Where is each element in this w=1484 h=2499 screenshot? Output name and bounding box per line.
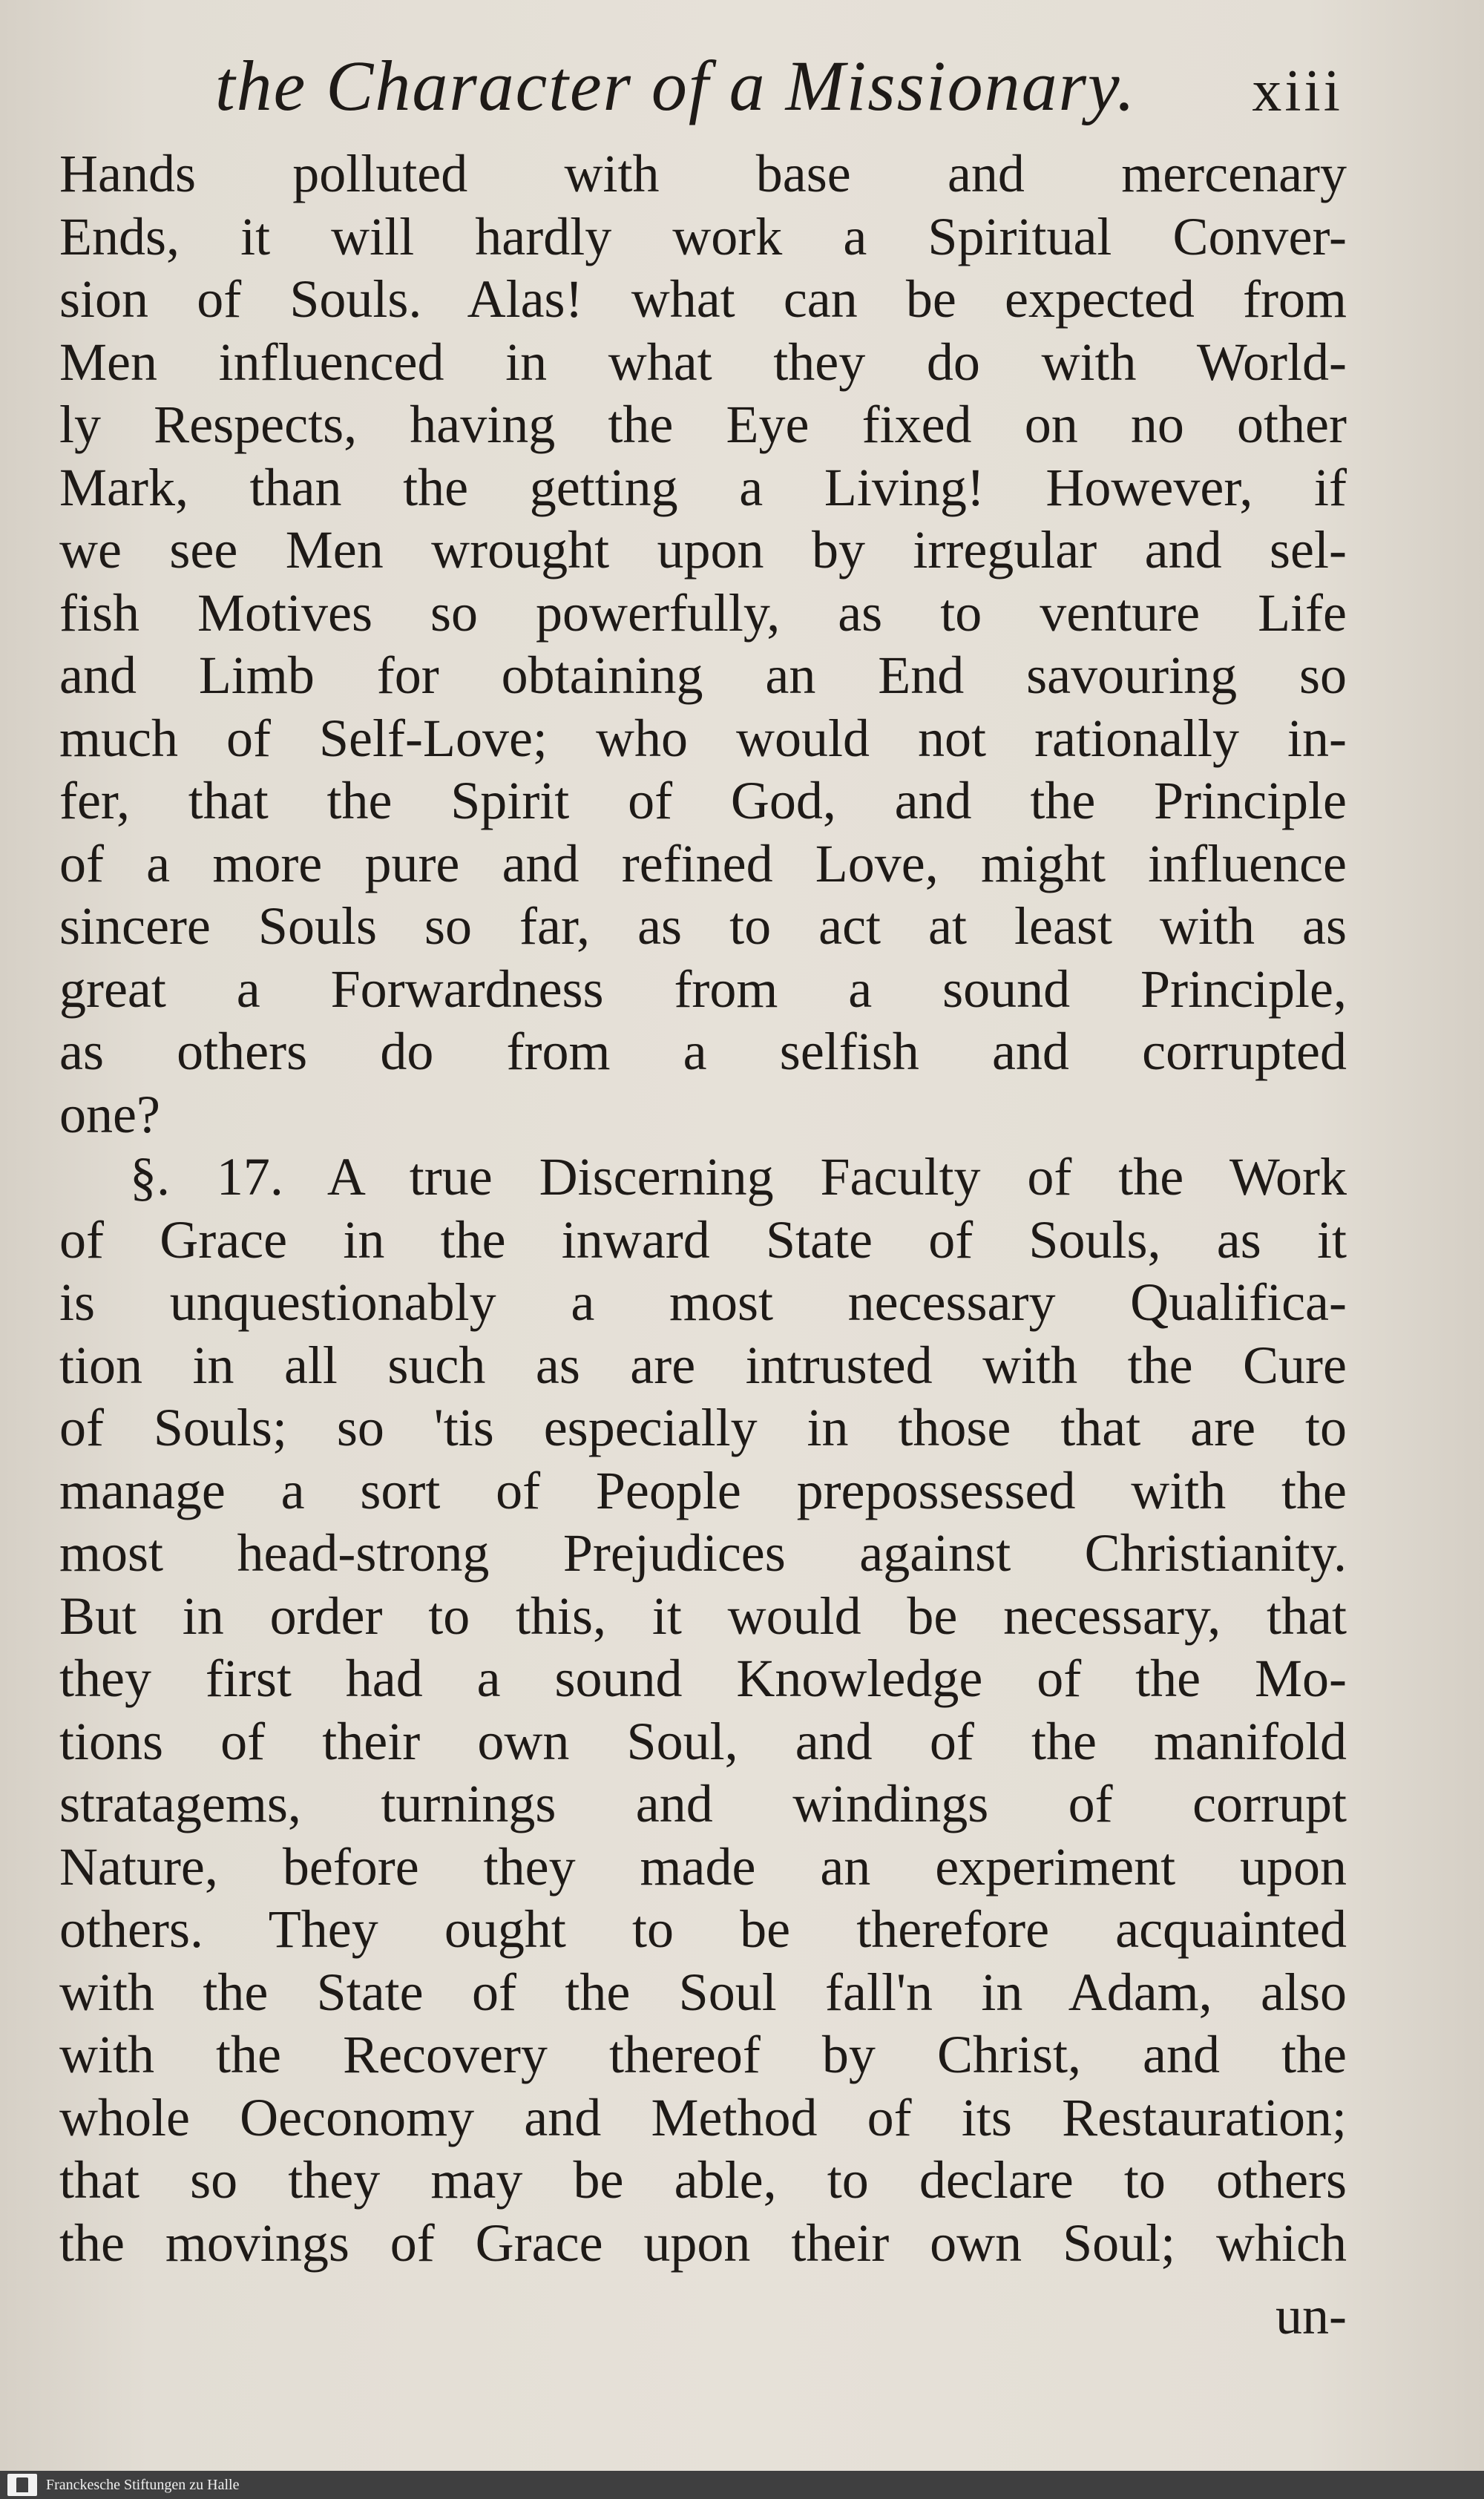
text-line: stratagems, turnings and windings of corrupt <box>59 1774 1347 1833</box>
text-line: we see Men wrought upon by irregular and sel- <box>59 520 1347 579</box>
text-line: manage a sort of People prepossessed with the <box>59 1460 1347 1520</box>
footer-credit: Franckesche Stiftungen zu Halle <box>46 2477 240 2493</box>
text-line: the movings of Grace upon their own Soul; which <box>59 2213 1347 2273</box>
text-line: is unquestionably a most necessary Qualifica- <box>59 1273 1347 1332</box>
text-line: Men influenced in what they do with World- <box>59 332 1347 392</box>
text-line: great a Forwardness from a sound Principle, <box>59 959 1347 1019</box>
text-line: as others do from a selfish and corrupted <box>59 1022 1347 1081</box>
text-line: that so they may be able, to declare to others <box>59 2150 1347 2210</box>
page-header <box>59 30 1343 126</box>
text-line: with the Recovery thereof by Christ, and the <box>59 2025 1347 2084</box>
body-text <box>59 142 1347 2274</box>
text-line: much of Self-Love; who would not rationally in- <box>59 708 1347 768</box>
section-17-first-line: §. 17. A true Discerning Faculty of the Work <box>130 1147 1347 1206</box>
text-line: sion of Souls. Alas! what can be expected from <box>59 269 1347 329</box>
text-line: But in order to this, it would be necessary, that <box>59 1586 1347 1646</box>
text-line: Ends, it will hardly work a Spiritual Conver- <box>59 206 1347 266</box>
text-line: fer, that the Spirit of God, and the Principle <box>59 771 1347 830</box>
text-line: of Grace in the inward State of Souls, as it <box>59 1209 1347 1270</box>
running-title: the Character of a Missionary. <box>215 46 1137 125</box>
footer-bar <box>0 2471 1484 2499</box>
text-line: sincere Souls so far, as to act at least with as <box>59 896 1347 956</box>
text-line: of Souls; so 'tis especially in those that are to <box>59 1398 1347 1457</box>
text-line: one? <box>59 1084 160 1144</box>
text-line: and Limb for obtaining an End savouring so <box>59 646 1347 705</box>
text-line: of a more pure and refined Love, might influence <box>59 833 1347 893</box>
text-line: fish Motives so powerfully, as to venture Life <box>59 582 1347 643</box>
page-number: xiii <box>1252 59 1343 124</box>
text-line: tion in all such as are intrusted with the Cure <box>59 1335 1347 1395</box>
text-line: with the State of the Soul fall'n in Adam, also <box>59 1962 1347 2022</box>
text-line: Hands polluted with base and mercenary <box>59 144 1347 203</box>
text-line: they first had a sound Knowledge of the Mo- <box>59 1649 1347 1708</box>
text-line: others. They ought to be therefore acquainted <box>59 1899 1347 1959</box>
text-line: Nature, before they made an experiment upon <box>59 1836 1347 1897</box>
text-line: Mark, than the getting a Living! However, if <box>59 457 1347 517</box>
text-line: whole Oeconomy and Method of its Restauration; <box>59 2087 1347 2147</box>
franckesche-stiftungen-logo-icon <box>7 2474 37 2496</box>
catchword: un- <box>1275 2286 1347 2345</box>
text-line: ly Respects, having the Eye fixed on no other <box>59 395 1347 454</box>
text-line: most head-strong Prejudices against Christianity. <box>59 1523 1347 1583</box>
text-line: tions of their own Soul, and of the manifold <box>59 1711 1347 1771</box>
